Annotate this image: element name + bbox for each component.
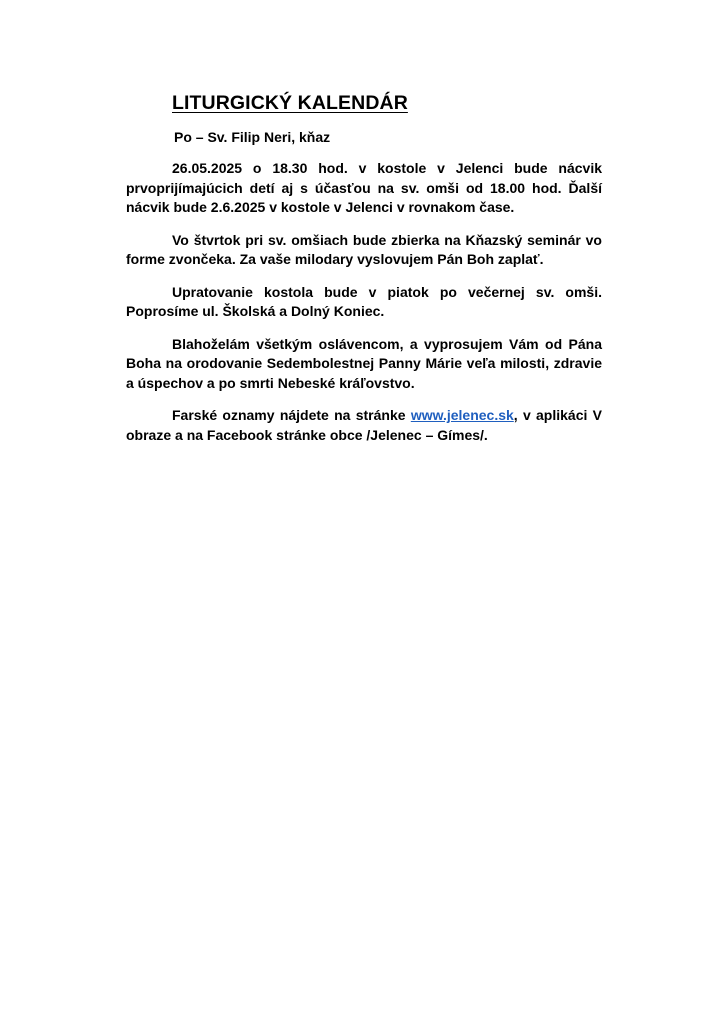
paragraph-announcements: [126, 406, 602, 445]
announcements-text-after: , v aplikáci V obraze a na Facebook stránke obce /Jelenec – Gímes/.: [126, 407, 602, 443]
announcements-text-before: Farské oznamy nájdete na stránke: [172, 407, 411, 423]
page-title: LITURGICKÝ KALENDÁR: [172, 92, 408, 114]
paragraph-collection: Vo štvrtok pri sv. omšiach bude zbierka na Kňazský seminár vo forme zvončeka. Za vaše milodary vyslovujem Pán Boh zaplať.: [126, 231, 602, 267]
paragraph-cleaning: Upratovanie kostola bude v piatok po večernej sv. omši. Poprosíme ul. Školská a Dolný Koniec.: [126, 283, 602, 319]
parish-website-link[interactable]: www.jelenec.sk: [410, 407, 514, 423]
paragraph-congratulations: Blahoželám všetkým oslávencom, a vyprosujem Vám od Pána Boha na orodovanie Sedembolestnej Panny Márie veľa milosti, zdravie a úspechov a po smrti Nebeské kráľovstvo.: [126, 335, 602, 391]
paragraph-first-communion: 26.05.2025 o 18.30 hod. v kostole v Jelenci bude nácvik prvoprijímajúcich detí aj s účasťou na sv. omši od 18.00 hod. Ďalší nácvik bude 2.6.2025 v kostole v Jelenci v rovnakom čase.: [126, 160, 602, 215]
subtitle-saint: Po – Sv. Filip Neri, kňaz: [174, 129, 331, 145]
